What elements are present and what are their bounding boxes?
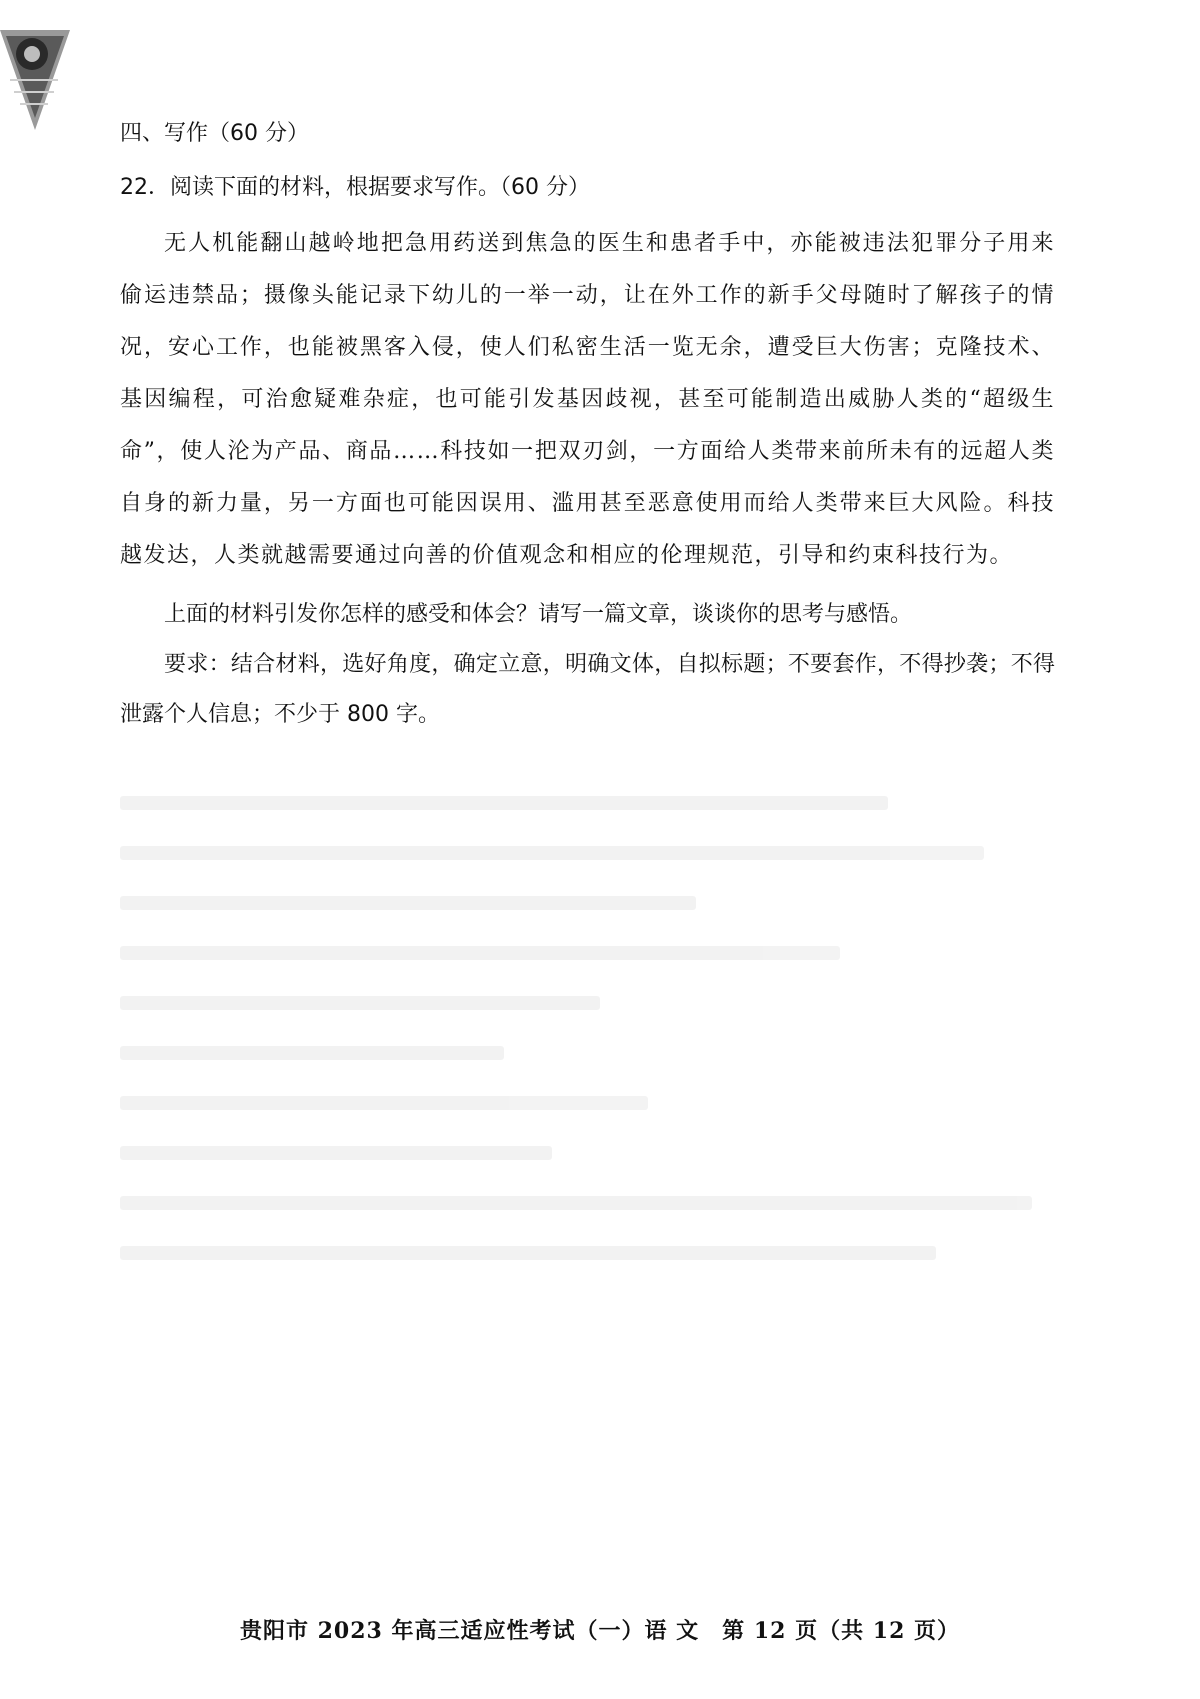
writing-prompt: 上面的材料引发你怎样的感受和体会？请写一篇文章，谈谈你的思考与感悟。 (164, 602, 913, 627)
page-content (120, 118, 1055, 740)
page-footer: 贵阳市 2023 年高三适应性考试（一）语 文 第 12 页（共 12 页） (239, 1618, 961, 1644)
writing-requirements: 要求：结合材料，选好角度，确定立意，明确文体，自拟标题；不要套作，不得抄袭；不得泄露个人信息；不少于 800 字。 (120, 652, 1055, 727)
question-heading: 22．阅读下面的材料，根据要求写作。（60 分） (120, 175, 590, 200)
bleed-through-background (120, 760, 1080, 1520)
section-title: 四、写作（60 分） (120, 121, 309, 146)
writing-material: 无人机能翻山越岭地把急用药送到焦急的医生和患者手中，亦能被违法犯罪分子用来偷运违禁品；摄像头能记录下幼儿的一举一动，让在外工作的新手父母随时了解孩子的情况，安心工作，也能被黑客入侵，使人们私密生活一览无余，遭受巨大伤害；克隆技术、基因编程，可治愈疑难杂症，也可能引发基因歧视，甚至可能制造出威胁人类的“超级生命”，使人沦为产品、商品……科技如一把双刃剑，一方面给人类带来前所未有的远超人类自身的新力量，另一方面也可能因误用、滥用甚至恶意使用而给人类带来巨大风险。科技越发达，人类就越需要通过向善的价值观念和相应的伦理规范，引导和约束科技行为。 (120, 231, 1055, 568)
corner-seal-icon (0, 30, 70, 130)
